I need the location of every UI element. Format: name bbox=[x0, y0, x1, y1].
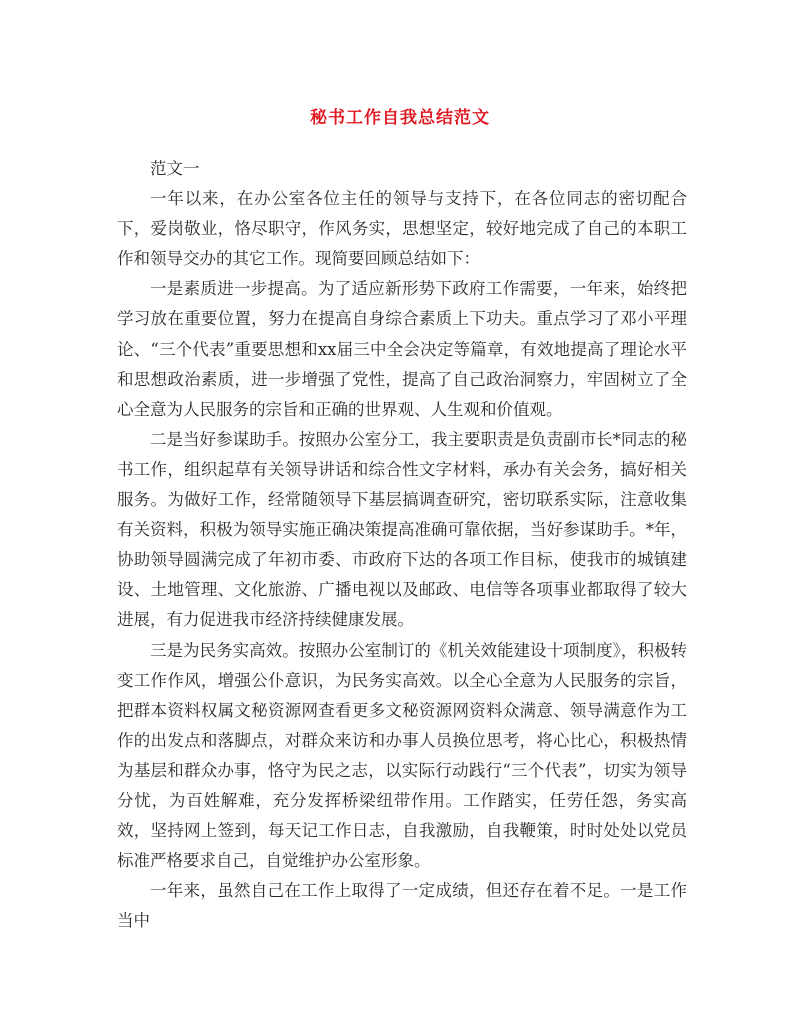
paragraph-heading: 范文一 bbox=[150, 159, 200, 178]
paragraph-shortcomings: 一年来，虽然自己在工作上取得了一定成绩，但还存在着不足。一是工作当中 bbox=[117, 881, 687, 931]
document-title: 秘书工作自我总结范文 bbox=[310, 108, 490, 128]
paragraph-intro: 一年以来，在办公室各位主任的领导与支持下，在各位同志的密切配合下，爱岗敬业，恪尽职守，作风务实，思想坚定，较好地完成了自己的本职工作和领导交办的其它工作。现简要回顾总结如下： bbox=[117, 189, 687, 269]
paragraph-point-two: 二是当好参谋助手。按照办公室分工，我主要职责是负责副市长*同志的秘书工作，组织起草有关领导讲话和综合性文字材料，承办有关会务，搞好相关服务。为做好工作，经常随领导下基层搞调查研究，密切联系实际，注意收集有关资料，积极为领导实施正确决策提高准确可靠依据，当好参谋助手。*年，协助领导圆满完成了年初市委、市政府下达的各项工作目标，使我市的城镇建设、土地管理、文化旅游、广播电视以及邮政、电信等各项事业都取得了较大进展，有力促进我市经济持续健康发展。 bbox=[117, 429, 687, 630]
paragraph-point-three: 三是为民务实高效。按照办公室制订的《机关效能建设十项制度》，积极转变工作作风，增强公仆意识，为民务实高效。以全心全意为人民服务的宗旨，把群本资料权属文秘资源网查看更多文秘资源网资料众满意、领导满意作为工作的出发点和落脚点，对群众来访和办事人员换位思考，将心比心，积极热情为基层和群众办事，恪守为民之志，以实际行动践行“三个代表”，切实为领导分忧，为百姓解难，充分发挥桥梁纽带作用。工作踏实，任劳任怨，务实高效，坚持网上签到，每天记工作日志，自我激励，自我鞭策，时时处处以党员标准严格要求自己，自觉维护办公室形象。 bbox=[117, 640, 687, 871]
paragraph-point-one: 一是素质进一步提高。为了适应新形势下政府工作需要，一年来，始终把学习放在重要位置，努力在提高自身综合素质上下功夫。重点学习了邓小平理论、“三个代表”重要思想和xx届三中全会决定等篇章，有效地提高了理论水平和思想政治素质，进一步增强了党性，提高了自己政治洞察力，牢固树立了全心全意为人民服务的宗旨和正确的世界观、人生观和价值观。 bbox=[117, 279, 687, 419]
document-body bbox=[117, 154, 687, 936]
